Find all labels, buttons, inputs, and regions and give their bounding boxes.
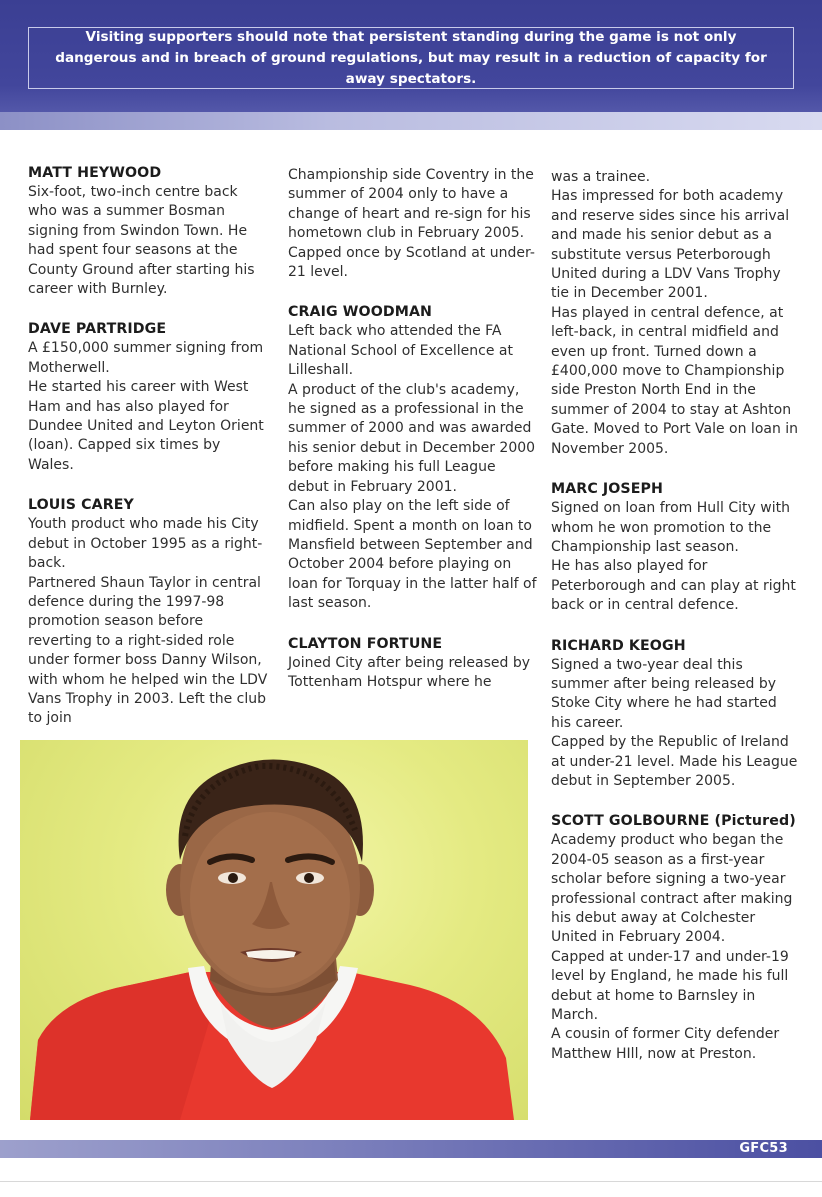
player-name: SCOTT GOLBOURNE (Pictured) [551, 813, 796, 830]
player-name: DAVE PARTRIDGE [28, 321, 167, 338]
page-number: GFC53 [739, 1141, 788, 1156]
profile-paragraph: He has also played for Peterborough and can play at right back or in central defence. [551, 558, 796, 614]
supporters-notice-text: Visiting supporters should note that persistent standing during the game is not only dangerous and in breach of ground regulations, but may result in a reduction of capacity for away spectators. [55, 28, 767, 87]
player-profile [551, 168, 799, 459]
player-profile [28, 163, 268, 299]
player-portrait-image [20, 740, 528, 1120]
profile-paragraph: was a trainee. [551, 169, 651, 185]
profile-paragraph: Can also play on the left side of midfield. Spent a month on loan to Mansfield between September and October 2004 before playing on loan for Torquay in the latter half of last season. [288, 498, 537, 612]
player-name: RICHARD KEOGH [551, 637, 686, 654]
player-name: CRAIG WOODMAN [288, 304, 432, 321]
profile-paragraph: A cousin of former City defender Matthew HIll, now at Preston. [551, 1026, 780, 1062]
player-profile [551, 811, 799, 1064]
player-name: LOUIS CAREY [28, 497, 134, 514]
player-profile [288, 302, 538, 613]
profile-paragraph: Signed on loan from Hull City with whom he won promotion to the Championship last season. [551, 500, 790, 555]
profile-paragraph: Six-foot, two-inch centre back who was a summer Bosman signing from Swindon Town. He had spent four seasons at the County Ground after starting his career with Burnley. [28, 184, 255, 298]
profile-paragraph: Has impressed for both academy and reserve sides since his arrival and made his senior debut as a substitute versus Peterborough United during a LDV Vans Trophy tie in December 2001. [551, 188, 790, 302]
player-name: MARC JOSEPH [551, 481, 663, 498]
header-stripe [0, 112, 822, 130]
player-name: CLAYTON FORTUNE [288, 635, 443, 652]
player-profile [28, 319, 268, 475]
profile-paragraph: Capped at under-17 and under-19 level by England, he made his full debut at home to Barnsley in March. [551, 948, 789, 1024]
player-profile [288, 166, 538, 282]
profile-paragraph: Joined City after being released by Tottenham Hotspur where he [288, 654, 531, 690]
bottom-rule [0, 1181, 822, 1182]
profile-paragraph: Capped by the Republic of Ireland at under-21 level. Made his League debut in September 2005. [551, 734, 798, 789]
player-photo [20, 740, 528, 1120]
supporters-notice [28, 27, 794, 89]
profile-paragraph: Has played in central defence, at left-back, in central midfield and even up front. Turned down a £400,000 move to Championship side Preston North End in the summer of 2004 to stay at Ashton Gate. Moved to Port Vale on loan in November 2005. [551, 304, 799, 457]
profile-paragraph: Signed a two-year deal this summer after being released by Stoke City where he had started his career. [551, 656, 777, 731]
profile-paragraph: He started his career with West Ham and has also played for Dundee United and Leyton Orient (loan). Capped six times by Wales. [28, 379, 264, 473]
player-name: MATT HEYWOOD [28, 165, 162, 181]
column-2 [288, 166, 538, 712]
column-3 [551, 168, 799, 1084]
player-profile [551, 479, 799, 615]
player-profile [288, 634, 538, 693]
profile-paragraph: Youth product who made his City debut in October 1995 as a right-back. [28, 516, 263, 572]
profile-paragraph: Partnered Shaun Taylor in central defence during the 1997-98 promotion season before reverting to a right-sided role under former boss Danny Wilson, with whom he helped win the LDV Vans Trophy in 2003. Left the club to join [28, 574, 268, 727]
profile-paragraph: A £150,000 summer signing from Motherwell. [28, 340, 264, 376]
profile-paragraph: A product of the club's academy, he signed as a professional in the summer of 2000 and was awarded his senior debut in December 2000 before making his full League debut in February 2001. [288, 381, 536, 495]
footer-band [0, 1140, 822, 1158]
profile-paragraph: Championship side Coventry in the summer of 2004 only to have a change of heart and re-sign for his hometown club in February 2005. Capped once by Scotland at under-21 level. [288, 167, 535, 281]
profile-paragraph: Left back who attended the FA National School of Excellence at Lilleshall. [288, 323, 513, 379]
profile-paragraph: Academy product who began the 2004-05 season as a first-year scholar before signing a two-year professional contract after making his debut away at Colchester United in February 2004. [551, 832, 793, 946]
player-profile [28, 495, 268, 728]
column-1 [28, 163, 268, 749]
player-profile [551, 636, 799, 792]
